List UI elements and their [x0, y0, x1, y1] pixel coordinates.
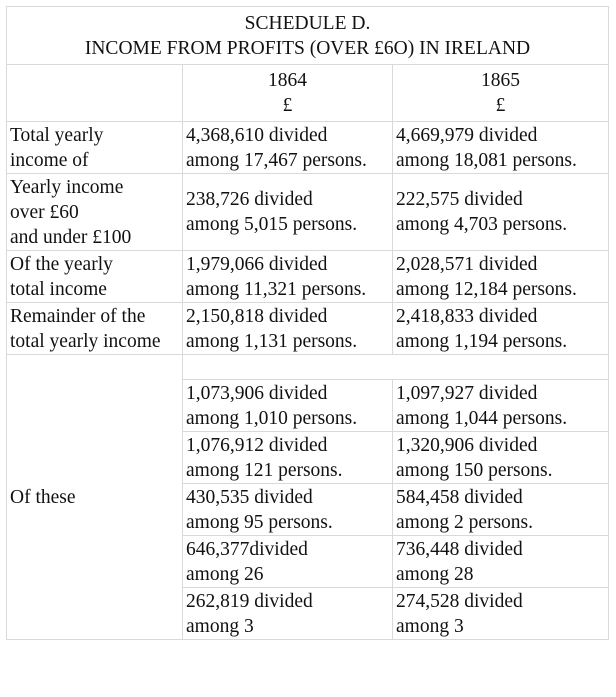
cell-persons: among 1,010 persons. — [186, 407, 358, 429]
title-line-1: SCHEDULE D. — [244, 13, 371, 34]
year-header-1865 — [393, 65, 609, 122]
cell-amount: 1,320,906 divided — [396, 434, 538, 456]
cell-persons: among 5,015 persons. — [186, 214, 358, 235]
cell-amount: 736,448 divided — [396, 538, 523, 560]
cell-persons: among 3 — [186, 615, 254, 637]
of-these-label: Of these — [7, 355, 183, 640]
cell-amount: 2,150,818 divided — [186, 305, 328, 327]
cell-persons: among 2 persons. — [396, 511, 534, 533]
header-blank-cell — [7, 65, 183, 122]
cell-1865 — [393, 251, 609, 303]
cell-persons: among 12,184 persons. — [396, 278, 577, 300]
cell-persons: among 1,194 persons. — [396, 330, 568, 352]
cell-1864 — [183, 588, 393, 640]
title-row — [7, 7, 609, 65]
cell-1865 — [393, 122, 609, 174]
cell-persons: among 95 persons. — [186, 511, 333, 533]
currency-label: £ — [282, 95, 293, 116]
table-row — [7, 303, 609, 355]
row-label-line: Total yearly — [10, 124, 104, 146]
table-row — [7, 122, 609, 174]
cell-1864 — [183, 380, 393, 432]
title-line-2: INCOME FROM PROFITS (OVER £6O) IN IRELAND — [84, 38, 531, 59]
cell-amount: 1,979,066 divided — [186, 253, 328, 275]
cell-amount: 1,097,927 divided — [396, 382, 538, 404]
cell-amount: 274,528 divided — [396, 590, 523, 612]
year-label: 1865 — [481, 70, 520, 91]
cell-amount: 262,819 divided — [186, 590, 313, 612]
cell-persons: among 4,703 persons. — [396, 214, 568, 235]
cell-persons: among 26 — [186, 563, 264, 585]
cell-1864 — [183, 122, 393, 174]
cell-amount: 2,418,833 divided — [396, 305, 538, 327]
cell-amount: 584,458 divided — [396, 486, 523, 508]
cell-persons: among 28 — [396, 563, 474, 585]
row-label — [7, 174, 183, 251]
currency-label: £ — [495, 95, 506, 116]
cell-persons: among 18,081 persons. — [396, 149, 577, 171]
cell-amount: 1,073,906 divided — [186, 382, 328, 404]
cell-1864 — [183, 484, 393, 536]
cell-1865 — [393, 432, 609, 484]
cell-amount: 646,377divided — [186, 538, 308, 560]
year-label: 1864 — [268, 70, 307, 91]
cell-amount: 2,028,571 divided — [396, 253, 538, 275]
cell-1864 — [183, 174, 393, 251]
table-title — [7, 7, 609, 65]
row-label-line: and under £100 — [10, 226, 132, 248]
cell-1865 — [393, 536, 609, 588]
row-label-line: income of — [10, 149, 89, 171]
cell-1864 — [183, 536, 393, 588]
cell-1864 — [183, 303, 393, 355]
cell-amount: 4,669,979 divided — [396, 124, 538, 146]
cell-persons: among 1,044 persons. — [396, 407, 568, 429]
year-header-row — [7, 65, 609, 122]
row-label — [7, 303, 183, 355]
year-header-1864 — [183, 65, 393, 122]
row-label-line: Remainder of the — [10, 305, 146, 327]
cell-amount: 4,368,610 divided — [186, 124, 328, 146]
cell-1864 — [183, 251, 393, 303]
row-label-line: total yearly income — [10, 330, 161, 352]
row-label-line: Yearly income — [10, 176, 124, 198]
cell-persons: among 150 persons. — [396, 459, 553, 481]
row-label-line: Of the yearly — [10, 253, 113, 275]
cell-amount: 430,535 divided — [186, 486, 313, 508]
table-row — [7, 174, 609, 251]
cell-persons: among 3 — [396, 615, 464, 637]
row-label-line: total income — [10, 278, 107, 300]
row-label — [7, 122, 183, 174]
cell-1865 — [393, 303, 609, 355]
row-label — [7, 251, 183, 303]
cell-persons: among 121 persons. — [186, 459, 343, 481]
cell-persons: among 17,467 persons. — [186, 149, 367, 171]
cell-1864 — [183, 432, 393, 484]
cell-amount: 222,575 divided — [396, 189, 523, 210]
spacer-cell — [183, 355, 609, 380]
cell-1865 — [393, 174, 609, 251]
cell-1865 — [393, 588, 609, 640]
row-label-line: over £60 — [10, 201, 79, 223]
income-table — [6, 6, 609, 640]
cell-persons: among 1,131 persons. — [186, 330, 358, 352]
cell-amount: 238,726 divided — [186, 189, 313, 210]
table-row — [7, 251, 609, 303]
cell-amount: 1,076,912 divided — [186, 434, 328, 456]
cell-1865 — [393, 484, 609, 536]
cell-1865 — [393, 380, 609, 432]
spacer-row — [7, 355, 609, 380]
cell-persons: among 11,321 persons. — [186, 278, 367, 300]
